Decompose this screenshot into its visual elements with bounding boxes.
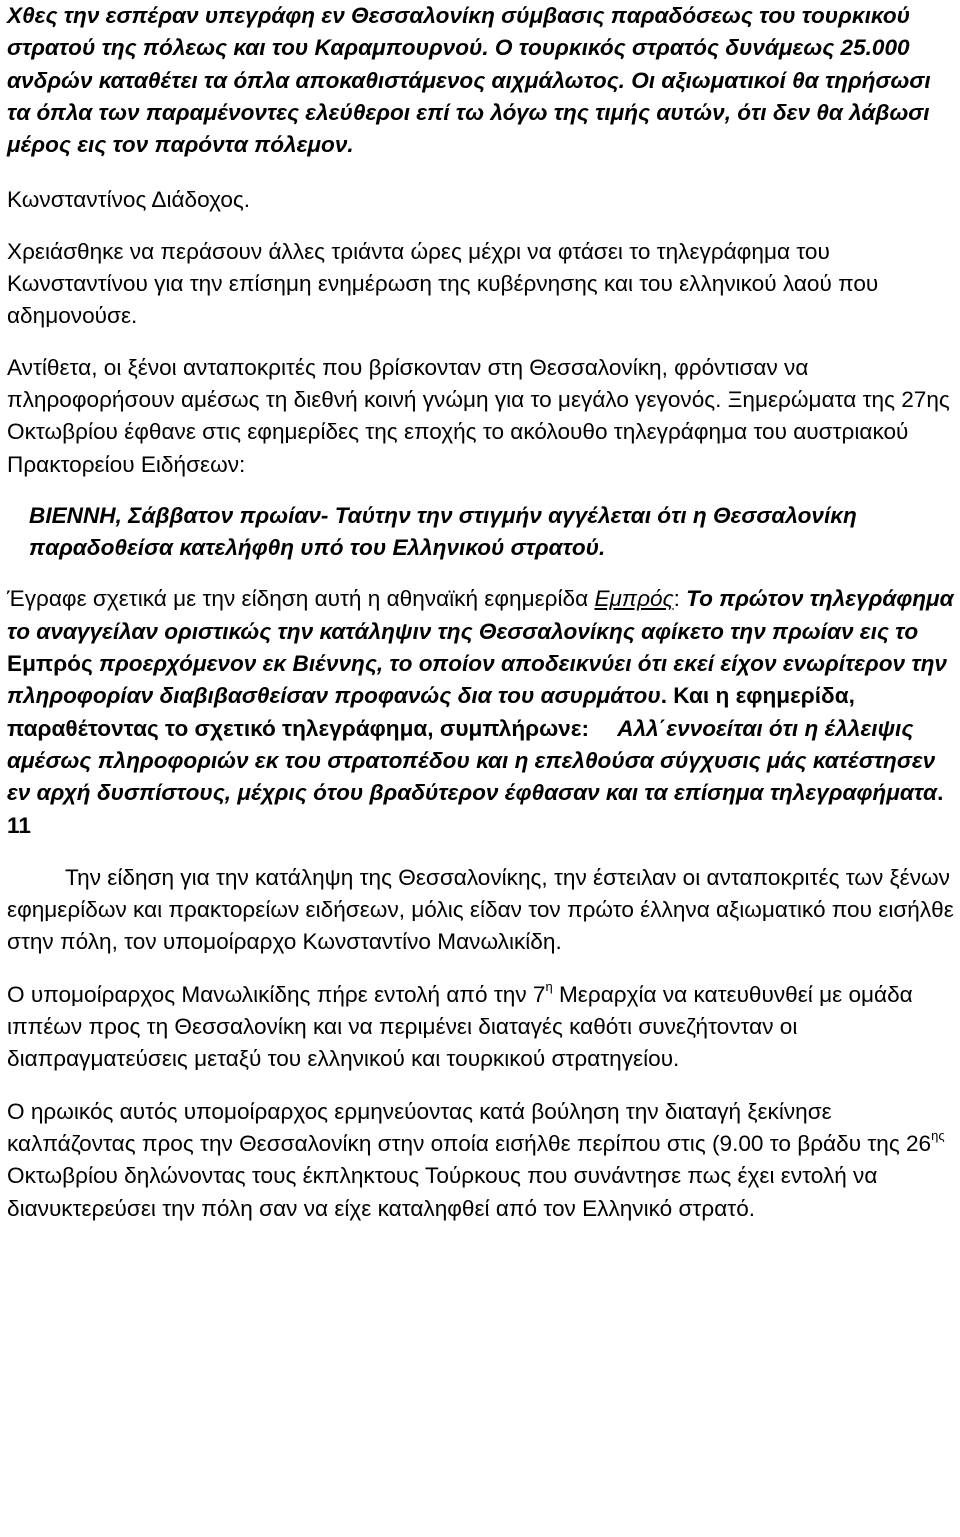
embros-quote2-end: . [937,780,944,806]
paragraph-news: Την είδηση για την κατάληψη της Θεσσαλονίκης, την έστειλαν οι ανταποκριτές των ξένων εφημερίδων και πρακτορείων ειδήσεων, μόλις είδαν τον πρώτο έλληνα αξιωματικό που εισήλθε στην πόλη, τον υπομοίραρχο Κωνσταντίνο Μανωλικίδη. [7,864,954,955]
embros-colon: : [673,586,680,612]
newspaper-name: Εμπρός [594,586,674,612]
embros-quote-newspaper: Εμπρός [7,651,93,677]
embros-intro: Έγραφε σχετικά με την είδηση αυτή η αθηναϊκή εφημερίδα [7,586,589,612]
document-page [7,0,955,1225]
manolikidis-text-1: Ο υπομοίραρχος Μανωλικίδης πήρε εντολή από την 7 [7,981,546,1007]
vienna-telegram-quote: ΒΙΕΝΝΗ, Σάββατον πρωίαν- Ταύτην την στιγμήν αγγέλεται ότι η Θεσσαλονίκη παραδοθείσα κατελήφθη υπό του Ελληνικού στρατού. [29,502,857,561]
paragraph-manolikidis [7,979,955,1076]
embros-quote-part2: προερχόμενον εκ Βιέννης, το οποίον αποδεικνύει ότι εκεί είχον ενωρίτερον την πληροφορίαν διαβιβασθείσαν προφανώς δια του ασυρμάτου [7,651,947,709]
footnote-number: 11 [7,812,31,838]
ordinal-superscript: ης [931,1127,945,1143]
manolikidis-text-2: Μεραρχία να κατευθυνθεί με ομάδα ιππέων προς τη Θεσσαλονίκη και να περιμένει διαταγές καθότι συνεζήτονταν οι διαπραγματεύσεις μεταξύ του ελληνικού και τουρκικού στρατηγείου. [7,981,913,1072]
paragraph-foreign-reporters: Αντίθετα, οι ξένοι ανταποκριτές που βρίσκονταν στη Θεσσαλονίκη, φρόντισαν να πληροφορήσουν αμέσως τη διεθνή κοινή γνώμη για το μεγάλο γεγονός. Ξημερώματα της 27ης Οκτωβρίου έφθανε στις εφημερίδες της εποχής το ακόλουθο τηλεγράφημα του αυστριακού Πρακτορείου Ειδήσεων: [7,354,950,477]
ordinal-superscript: η [545,978,553,994]
paragraph-embros [7,583,955,841]
heroic-text-2: Οκτωβρίου δηλώνοντας τους έκπληκτους Τούρκους που συνάντησε πως έχει εντολή να διανυκτερεύσει την πόλη σαν να είχε καταληφθεί από τον Ελληνικό στρατό. [7,1163,878,1221]
paragraph-heroic [7,1096,955,1225]
telegram-quote: Χθες την εσπέραν υπεγράφη εν Θεσσαλονίκη σύμβασις παραδόσεως του τουρκικού στρατού της πόλεως και του Καραμπουρνού. Ο τουρκικός στρατός δυνάμεως 25.000 ανδρών καταθέτει τα όπλα αποκαθιστάμενος αιχμάλωτος. Οι αξιωματικοί θα τηρήσωσι τα όπλα των παραμένοντες ελεύθεροι επί τω λόγω της τιμής αυτών, ότι δεν θα λάβωσι μέρος εις τον παρόντα πόλεμον. [7,3,931,158]
telegram-signature: Κωνσταντίνος Διάδοχος. [7,187,251,213]
embros-quote-second: Αλλ΄εννοείται ότι η έλλειψις αμέσως πληροφοριών εκ του στρατοπέδου και η επελθούσα σύγχυσις μάς κατέστησεν εν αρχή δυσπίστους, μέχρις ότου βραδύτερον έφθασαν και τα επίσημα τηλεγραφήματα [7,715,938,806]
heroic-text-1: Ο ηρωικός αυτός υπομοίραρχος ερμηνεύοντας κατά βούληση την διαταγή ξεκίνησε καλπάζοντας προς την Θεσσαλονίκη στην οποία εισήλθε περίπου στις (9.00 το βράδυ της 26 [7,1098,932,1156]
embros-quote-part1: Το πρώτον τηλεγράφημα το αναγγείλαν οριστικώς την κατάληψιν της Θεσσαλονίκης αφίκετο την πρωίαν εις το [7,586,954,644]
embros-middle: Και η εφημερίδα, παραθέτοντας το σχετικό τηλεγράφημα, συμπλήρωνε: [7,683,855,741]
paragraph-delay: Χρειάσθηκε να περάσουν άλλες τριάντα ώρες μέχρι να φτάσει το τηλεγράφημα του Κωνσταντίνου για την επίσημη ενημέρωση της κυβέρνησης και του ελληνικού λαού που αδημονούσε. [7,238,879,329]
embros-quote-end: . [660,683,667,709]
